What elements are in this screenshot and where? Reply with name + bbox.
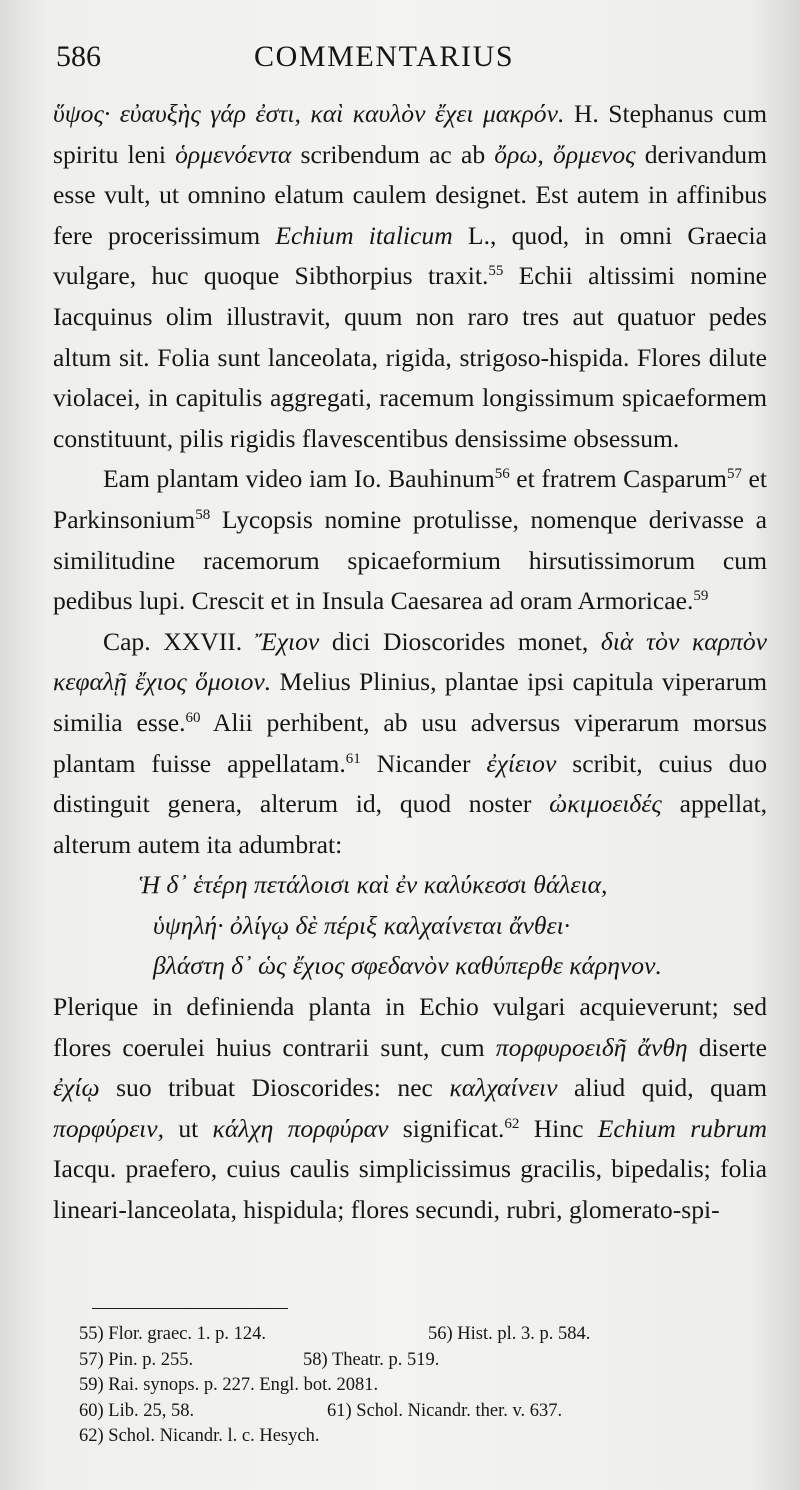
text-run: derivandum esse vult, ut omnino elatum caulem designet. Est autem in affinibus fere procerissimum — [53, 139, 767, 250]
text-run: dici Dioscorides monet, — [319, 626, 601, 656]
footnote-ref: 61 — [345, 750, 361, 767]
text-run: scribit, cuius duo distinguit genera, alterum id, quod noster — [53, 748, 768, 819]
footnote-60: 60) Lib. 25, 58. — [79, 1400, 195, 1421]
paragraph-1 — [53, 94, 767, 459]
species-name: Echium italicum — [275, 220, 453, 250]
greek-phrase: πορφυροειδῆ ἄνθη — [495, 1032, 688, 1062]
footnote-57: 57) Pin. p. 255. — [79, 1349, 194, 1370]
text-run: suo tribuat Dioscorides: nec — [99, 1073, 450, 1103]
text-run: Melius Plinius, plantae ipsi capitula viperarum similia esse. — [53, 667, 767, 737]
greek-phrase: διὰ τὸν καρπὸν κεφαλῇ ἔχιος ὅμοιον. — [53, 626, 767, 697]
footnote-ref: 57 — [726, 466, 742, 483]
greek-phrase: κάλχη πορφύραν — [212, 1113, 389, 1143]
paragraph-4 — [53, 987, 767, 1231]
footnote-ref: 60 — [185, 709, 201, 726]
page-header — [56, 40, 756, 90]
greek-phrase: ὠκιμοειδές — [549, 789, 662, 819]
text-run: appellat, alterum autem ita adumbrat: — [53, 789, 767, 859]
verse-line-1: Ἡ δ᾽ ἑτέρη πετάλοισι καὶ ἐν καλύκεσσι θάλεια, — [139, 870, 608, 900]
footnote-56: 56) Hist. pl. 3. p. 584. — [428, 1324, 591, 1344]
paragraph-3 — [53, 622, 767, 866]
greek-phrase: ἐχίῳ — [53, 1073, 100, 1103]
greek-phrase: ὄρω, — [494, 139, 544, 169]
text-run: Echii altissimi nomine Iacquinus olim illustravit, quum non raro tres aut quatuor pedes altum sit. Folia sunt lanceolata, rigida, strigoso-hispida. Flores dilute violacei, in capitulis aggregati, racemum longissimum spicaeformem constituunt, pilis rigidis flavescentibus densissime obsessum. — [53, 261, 768, 453]
text-run: et fratrem Casparum — [509, 464, 727, 494]
text-run: diserte — [687, 1032, 767, 1062]
text-run: significat. — [388, 1113, 505, 1143]
verse-line-2: ὑψηλή· ὀλίγῳ δὲ πέριξ καλχαίνεται ἄνθει· — [153, 910, 571, 940]
footnote-row — [79, 1348, 719, 1374]
text-run: Eam plantam video iam Io. Bauhinum — [103, 464, 495, 494]
footnote-62: 62) Schol. Nicandr. l. c. Hesych. — [79, 1426, 320, 1446]
running-title: COMMENTARIUS — [254, 40, 515, 73]
footnote-row — [79, 1322, 719, 1348]
footnote-rule — [92, 1308, 288, 1309]
footnote-ref: 59 — [693, 588, 709, 605]
footnote-row — [79, 1373, 719, 1399]
text-run: Cap. XXVII. — [103, 626, 255, 656]
footnote-ref: 56 — [494, 466, 510, 483]
verse-line-3: βλάστη δ᾽ ὡς ἔχιος σφεδανὸν καθύπερθε κάρηνον. — [153, 951, 662, 981]
page-number: 586 — [56, 40, 101, 73]
text-run: Lycopsis nomine protulisse, nomenque derivasse a similitudine racemorum spicaeformium hirsutissimorum cum pedibus lupi. Crescit et in Insula Caesarea ad oram Armoricae. — [53, 504, 767, 616]
footnote-59: 59) Rai. synops. p. 227. Engl. bot. 2081. — [79, 1375, 379, 1395]
greek-phrase: ὁρμενόεντα — [175, 139, 292, 169]
text-run: L., quod, in omni Graecia vulgare, huc quoque Sibthorpius traxit. — [53, 220, 767, 291]
footnote-ref: 55 — [488, 263, 504, 280]
text-run: Alii perhibent, ab usu adversus viperarum morsus plantam fuisse appellatam. — [53, 707, 767, 778]
body-text — [53, 94, 767, 1231]
text-run: Nicander — [360, 748, 487, 778]
footnote-55: 55) Flor. graec. 1. p. 124. — [79, 1324, 267, 1344]
greek-phrase: ὄρμενος — [553, 139, 636, 169]
text-run: H. Stephanus cum spiritu leni — [53, 99, 767, 169]
footnote-row — [79, 1424, 719, 1450]
text-run: Hinc — [519, 1113, 598, 1143]
text-run: aliud quid, quam — [557, 1073, 767, 1103]
greek-phrase: ἐχίειον — [486, 748, 557, 778]
footnote-row — [79, 1399, 719, 1425]
greek-phrase: πορφύρειν, — [53, 1113, 165, 1143]
greek-phrase: καλχαίνειν — [449, 1073, 558, 1103]
text-run — [544, 140, 553, 169]
greek-phrase: Ἔχιον — [254, 626, 320, 656]
footnote-61: 61) Schol. Nicandr. ther. v. 637. — [327, 1400, 563, 1421]
footnotes — [79, 1322, 719, 1450]
text-run: Iacqu. praefero, cuius caulis simplicissimus gracilis, bipedalis; folia lineari-lanceolata, hispidula; flores secundi, rubri, glomerato-spi- — [53, 1154, 767, 1225]
greek-phrase: ὕψος· εὐαυξὴς γάρ ἐστι, καὶ καυλὸν ἔχει μακρόν. — [53, 99, 565, 128]
footnote-ref: 62 — [504, 1115, 520, 1132]
verse-quotation — [53, 865, 767, 987]
footnote-58: 58) Theatr. p. 519. — [303, 1349, 440, 1370]
footnote-ref: 58 — [195, 506, 211, 523]
text-run: scribendum ac ab — [291, 139, 495, 169]
species-name: Echium rubrum — [597, 1113, 767, 1143]
text-run: et Parkinsonium — [53, 464, 767, 534]
text-run: Plerique in definienda planta in Echio vulgari acquieverunt; sed flores coerulei huius contrarii sunt, cum — [53, 992, 767, 1062]
paragraph-2 — [53, 459, 767, 621]
text-run: ut — [164, 1113, 213, 1143]
